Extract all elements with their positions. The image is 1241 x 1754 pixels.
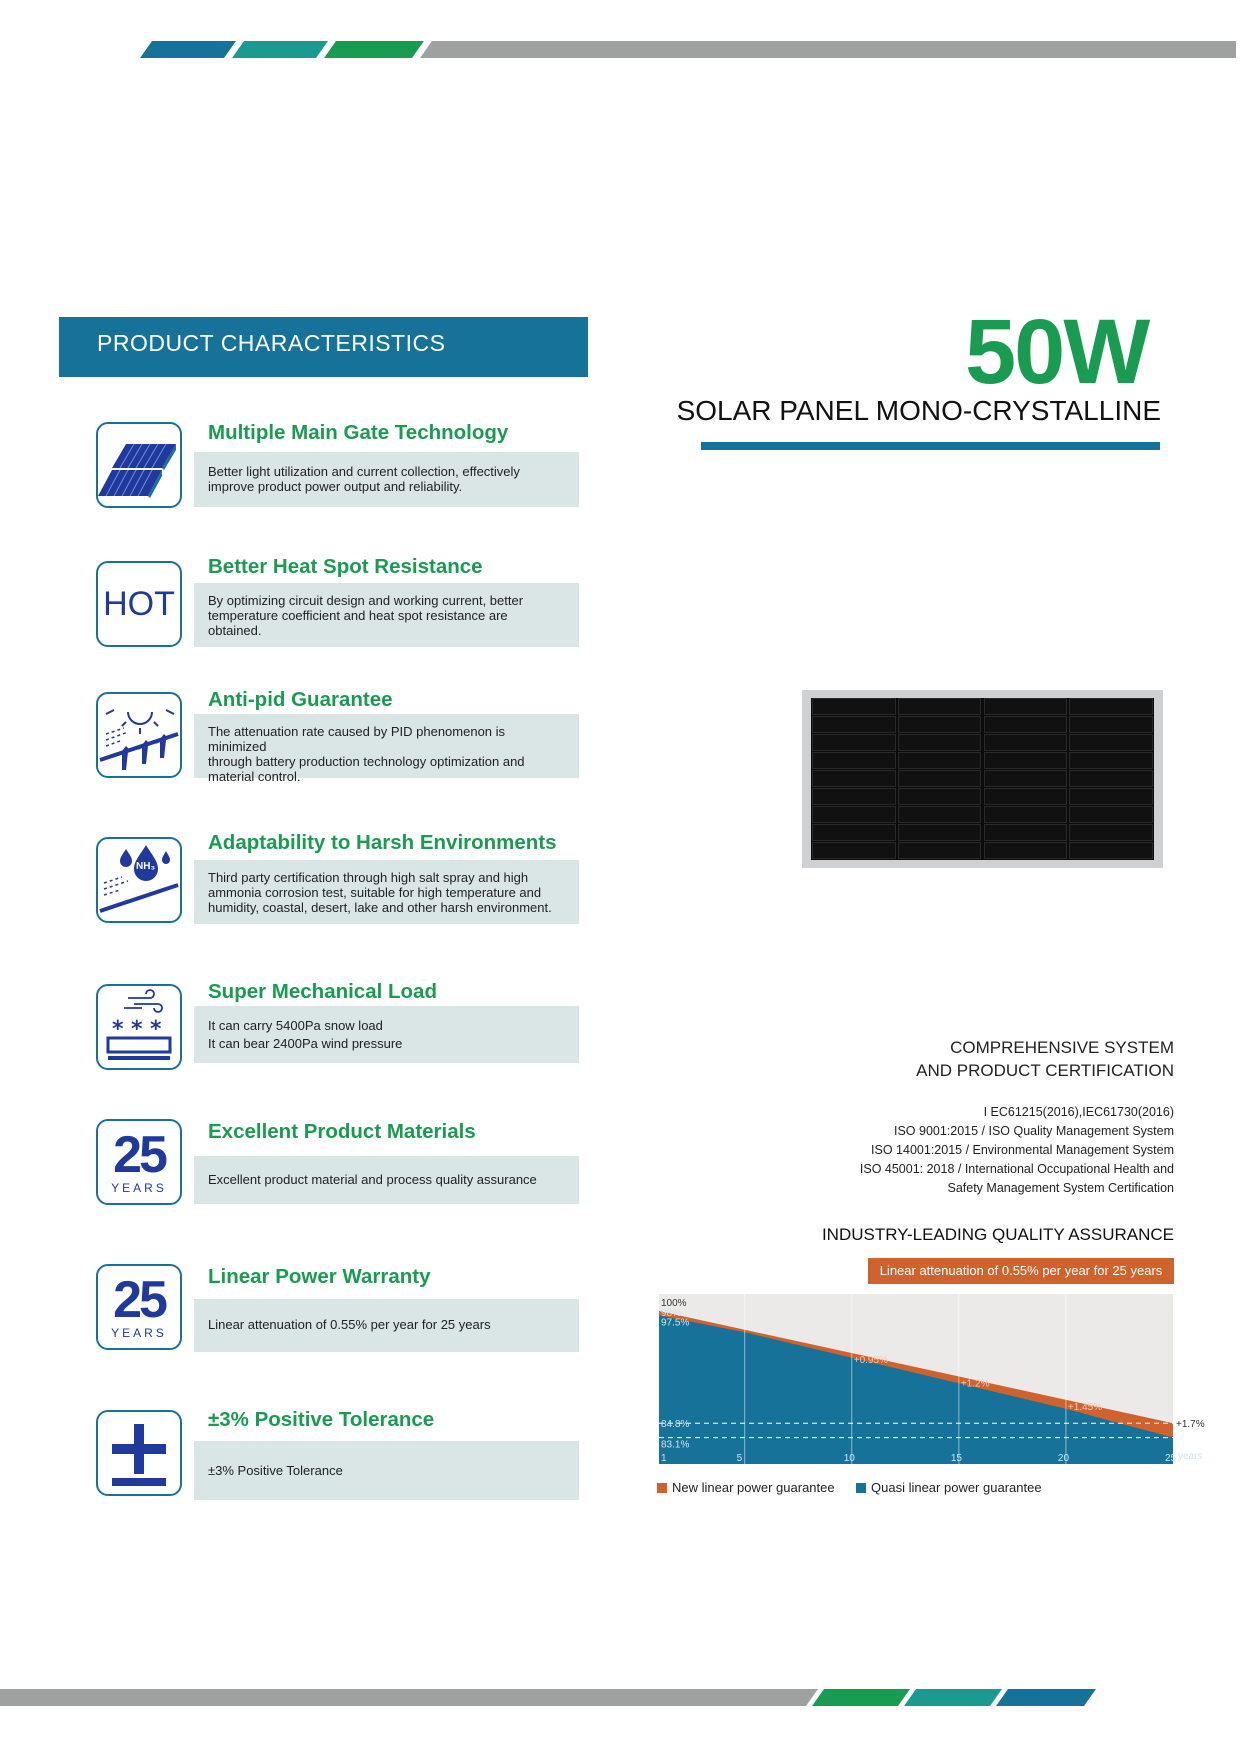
panel-cell (812, 770, 896, 787)
panel-cell (984, 698, 1068, 715)
panel-cell (812, 788, 896, 805)
years-number: 25 (113, 1271, 165, 1329)
feature-title: Excellent Product Materials (208, 1120, 476, 1143)
panel-cell (1069, 752, 1153, 769)
desc-line: Third party certification through high salt spray and high (208, 870, 529, 885)
annotation-label: +0.95% (853, 1355, 888, 1367)
panel-cell (1069, 770, 1153, 787)
panel-cell (812, 806, 896, 823)
years-number: 25 (113, 1126, 165, 1184)
certification-list (860, 1103, 1174, 1198)
feature-title: Adaptability to Harsh Environments (208, 831, 557, 854)
top-stripe-gray (420, 41, 1236, 58)
panel-cell (898, 842, 982, 859)
x-tick-label: 10 (843, 1453, 855, 1464)
panel-cell (812, 734, 896, 751)
feature-desc (194, 1006, 579, 1063)
quality-heading: INDUSTRY-LEADING QUALITY ASSURANCE (821, 1225, 1174, 1244)
panel-cell (984, 716, 1068, 733)
desc-line: temperature coefficient and heat spot resistance are (208, 608, 508, 623)
cert-item: ISO 9001:2015 / ISO Quality Management System (893, 1124, 1174, 1138)
panel-cell (984, 824, 1068, 841)
panel-cell (898, 770, 982, 787)
panel-cell (812, 716, 896, 733)
panel-cell (984, 806, 1068, 823)
panel-cell (898, 698, 982, 715)
cert-item: ISO 45001: 2018 / International Occupational Health and (859, 1162, 1174, 1176)
section-header (59, 317, 588, 377)
feature-desc (194, 452, 579, 507)
annotation-label: +1.7% (1176, 1419, 1205, 1431)
product-subtitle: SOLAR PANEL MONO-CRYSTALLINE (676, 395, 1161, 426)
panel-cell (1069, 698, 1153, 715)
desc-line: It can carry 5400Pa snow load (208, 1018, 383, 1033)
feature-title: Super Mechanical Load (208, 980, 437, 1003)
feature-desc (194, 714, 579, 784)
legend-label: Quasi linear power guarantee (871, 1480, 1042, 1495)
y-tick-label: 83.1% (661, 1439, 690, 1451)
panel-cell (898, 752, 982, 769)
top-stripe-blue (140, 41, 236, 58)
panel-cell (1069, 734, 1153, 751)
legend-item-quasi (856, 1480, 1042, 1495)
annotation-label: +1.45% (1067, 1401, 1103, 1413)
legend-label: New linear power guarantee (672, 1480, 835, 1495)
panel-cell (1069, 788, 1153, 805)
25-years-icon (96, 1119, 182, 1205)
panel-cell (984, 752, 1068, 769)
desc-line: improve product power output and reliability. (208, 479, 463, 494)
nh3-drops-icon (96, 837, 182, 923)
section-title: PRODUCT CHARACTERISTICS (97, 330, 446, 356)
panel-cell (1069, 806, 1153, 823)
warranty-chart (655, 1286, 1215, 1468)
desc-line: material control. (208, 769, 301, 784)
feature-desc (194, 1299, 579, 1352)
desc-line: It can bear 2400Pa wind pressure (208, 1036, 403, 1051)
panel-cell (984, 788, 1068, 805)
y-tick-label: 100% (661, 1298, 687, 1309)
panel-cell (898, 788, 982, 805)
x-tick-label: 15 (950, 1453, 962, 1464)
hot-text-icon (96, 561, 182, 647)
x-tick-label: 25 (1165, 1453, 1177, 1464)
desc-line: By optimizing circuit design and working current, better (208, 593, 524, 608)
desc-line: ±3% Positive Tolerance (208, 1463, 343, 1478)
y-tick-label: 98% (661, 1308, 682, 1319)
panel-cell (898, 806, 982, 823)
certification-heading (916, 1036, 1174, 1082)
y-tick-label: 97.5% (661, 1317, 690, 1329)
panel-cell (812, 842, 896, 859)
x-tick-label: 5 (736, 1453, 743, 1464)
cert-item: ISO 14001:2015 / Environmental Management System (871, 1143, 1174, 1157)
panel-cell (984, 770, 1068, 787)
svg-text:*: * (112, 1017, 124, 1042)
feature-title: Linear Power Warranty (208, 1265, 431, 1288)
x-unit-label: years (1178, 1451, 1203, 1462)
desc-line: humidity, coastal, desert, lake and other harsh environment. (208, 900, 552, 915)
attenuation-badge: Linear attenuation of 0.55% per year for 25 years (868, 1258, 1174, 1284)
wattage-heading: 50W (965, 301, 1149, 403)
years-unit: YEARS (111, 1181, 167, 1195)
svg-text:*: * (150, 1017, 162, 1042)
bottom-stripe-blue (996, 1689, 1096, 1706)
feature-title: Anti-pid Guarantee (208, 688, 393, 711)
title-underline (701, 442, 1160, 450)
bottom-stripe-green (812, 1689, 910, 1706)
desc-line: Excellent product material and process quality assurance (208, 1172, 537, 1187)
feature-title: Better Heat Spot Resistance (208, 555, 483, 578)
desc-line: Better light utilization and current collection, effectively (208, 464, 520, 479)
solar-panel-cells (811, 698, 1154, 860)
desc-line: obtained. (208, 623, 262, 638)
hot-label: HOT (103, 585, 175, 623)
feature-desc (194, 860, 579, 924)
solar-panels-icon (96, 422, 182, 508)
panel-cell (984, 734, 1068, 751)
x-tick-label: 20 (1057, 1453, 1070, 1464)
desc-line: The attenuation rate caused by PID phenomenon is minimized (208, 724, 506, 754)
wind-snow-load-icon (96, 984, 182, 1070)
25-years-icon (96, 1264, 182, 1350)
panel-cell (984, 842, 1068, 859)
cert-item: Safety Management System Certification (947, 1181, 1174, 1195)
panel-cell (812, 752, 896, 769)
panel-cell (812, 698, 896, 715)
legend-swatch-orange (657, 1483, 667, 1493)
feature-desc (194, 1156, 579, 1204)
solar-panel-image (802, 690, 1163, 868)
panel-cell (1069, 716, 1153, 733)
desc-line: Linear attenuation of 0.55% per year for 25 years (208, 1317, 491, 1332)
panel-cell (898, 824, 982, 841)
x-tick-label: 1 (661, 1453, 667, 1464)
panel-cell (898, 716, 982, 733)
panel-cell (898, 734, 982, 751)
feature-title: Multiple Main Gate Technology (208, 421, 509, 444)
annotation-label: +1.2% (960, 1378, 990, 1390)
bottom-stripe-gray (0, 1689, 818, 1706)
top-stripe-teal (232, 41, 328, 58)
plus-minus-icon (96, 1410, 182, 1496)
legend-item-new (657, 1480, 835, 1495)
sun-surface-arrows-icon (96, 692, 182, 778)
panel-cell (1069, 842, 1153, 859)
desc-line: ammonia corrosion test, suitable for high temperature and (208, 885, 542, 900)
feature-desc (194, 1441, 579, 1500)
feature-title: ±3% Positive Tolerance (208, 1408, 435, 1431)
top-stripe-green (324, 41, 424, 58)
feature-desc (194, 583, 579, 647)
y-tick-label: 84.8% (661, 1419, 690, 1431)
nh3-label: NH₃ (136, 861, 156, 872)
cert-item: I EC61215(2016),IEC61730(2016) (983, 1105, 1174, 1119)
desc-line: through battery production technology optimization and (208, 754, 525, 769)
panel-cell (812, 824, 896, 841)
svg-text:*: * (131, 1017, 143, 1042)
legend-swatch-blue (856, 1483, 866, 1493)
bottom-stripe-teal (904, 1689, 1002, 1706)
panel-cell (1069, 824, 1153, 841)
cert-heading-line: AND PRODUCT CERTIFICATION (916, 1061, 1174, 1080)
years-unit: YEARS (111, 1326, 167, 1340)
cert-heading-line: COMPREHENSIVE SYSTEM (950, 1038, 1174, 1057)
